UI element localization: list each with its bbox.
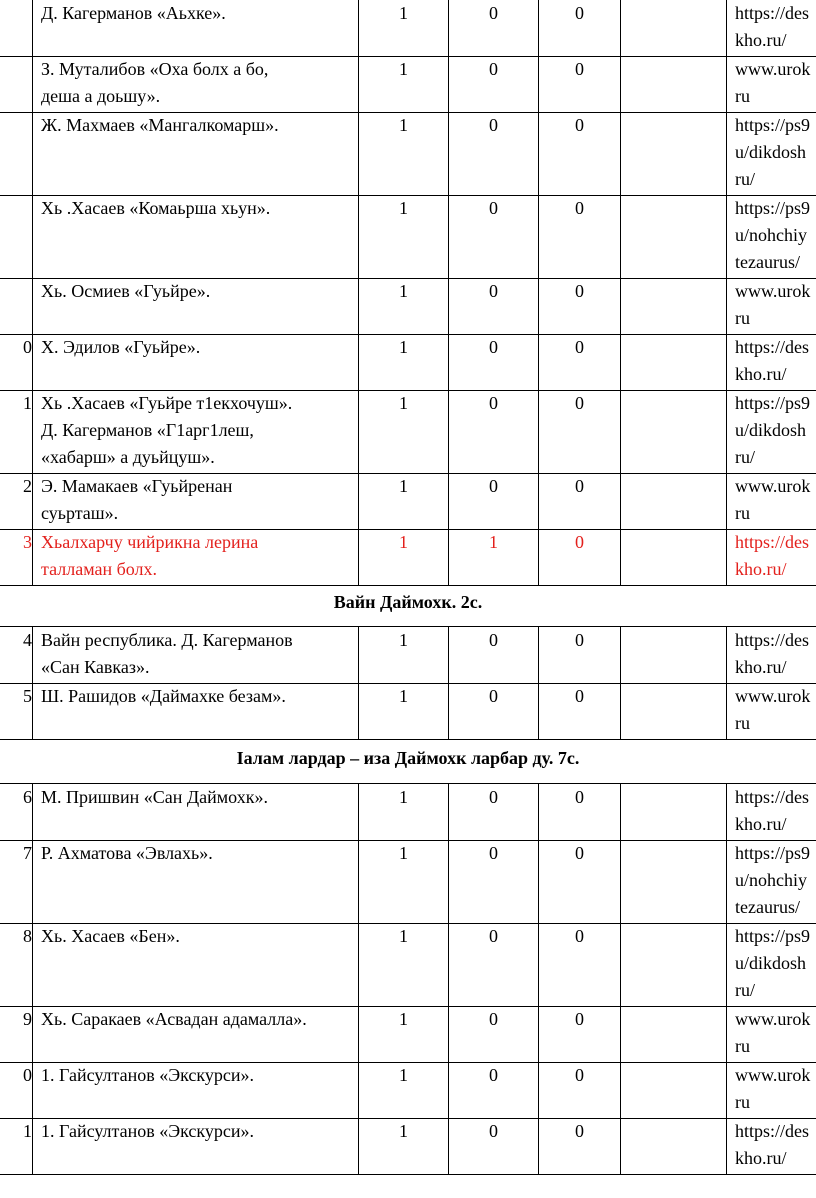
row-number-text: 1 — [23, 1121, 32, 1141]
lesson-title-line: 1. Гайсултанов «Экскурси». — [41, 1065, 255, 1085]
lesson-title-line: Вайн республика. Д. Кагерманов — [41, 630, 293, 650]
hours-total: 1 — [358, 627, 448, 683]
lesson-title-line: Хь .Хасаев «Комаьрша хьун». — [41, 198, 271, 218]
resource-link-line: https://ps9 — [735, 115, 811, 135]
lesson-date — [620, 683, 726, 739]
hours-total: 1 — [358, 840, 448, 923]
resource-link-line: ru — [735, 713, 750, 733]
resource-link[interactable] — [726, 0, 816, 56]
resource-link[interactable] — [726, 923, 816, 1006]
lesson-date — [620, 473, 726, 529]
hours-control: 0 — [448, 1006, 538, 1062]
hours-practice: 0 — [538, 390, 620, 473]
resource-link-line: ru/ — [735, 447, 755, 467]
lesson-title-line: З. Муталибов «Оха болх а бо, — [41, 59, 269, 79]
lesson-title — [32, 683, 358, 739]
resource-link[interactable] — [726, 784, 816, 840]
table-row — [0, 112, 816, 196]
lesson-date — [620, 0, 726, 56]
resource-link[interactable] — [726, 627, 816, 683]
lesson-title-line: «хабарш» а дуьйцуш». — [41, 447, 215, 467]
resource-link-line: ru/ — [735, 169, 755, 189]
hours-practice: 0 — [538, 0, 620, 56]
lesson-title-line: Ш. Рашидов «Даймахке безам». — [41, 686, 286, 706]
row-number — [0, 0, 32, 56]
resource-link-line: https://des — [735, 630, 810, 650]
resource-link-line: kho.ru/ — [735, 364, 787, 384]
hours-practice: 0 — [538, 1006, 620, 1062]
hours-control: 0 — [448, 1118, 538, 1174]
resource-link-line: https://des — [735, 3, 810, 23]
resource-link-line: www.urok — [735, 1065, 811, 1085]
row-number-text: 4 — [23, 630, 32, 650]
lesson-date — [620, 1062, 726, 1118]
resource-link-line: https://des — [735, 532, 810, 552]
lesson-title-line: «Сан Кавказ». — [41, 657, 150, 677]
lesson-date — [620, 112, 726, 195]
lesson-title-line: Д. Кагерманов «Г1арг1леш, — [41, 420, 254, 440]
row-number — [0, 683, 32, 739]
hours-practice: 0 — [538, 278, 620, 334]
lesson-title — [32, 0, 358, 56]
resource-link-line: kho.ru/ — [735, 657, 787, 677]
hours-practice: 0 — [538, 683, 620, 739]
table-row — [0, 334, 816, 391]
hours-total: 1 — [358, 1062, 448, 1118]
hours-control: 0 — [448, 473, 538, 529]
lesson-title-line: Хь .Хасаев «Гуьйре т1екхочуш». — [41, 393, 293, 413]
lesson-title-line: Хь. Осмиев «Гуьйре». — [41, 281, 211, 301]
row-number-text: 8 — [23, 926, 32, 946]
lesson-title-line: талламан болх. — [41, 559, 157, 579]
hours-practice: 0 — [538, 56, 620, 112]
resource-link-line: https://ps9 — [735, 198, 811, 218]
resource-link[interactable] — [726, 840, 816, 923]
resource-link-line: ru — [735, 308, 750, 328]
hours-total: 1 — [358, 683, 448, 739]
row-number — [0, 627, 32, 683]
resource-link-line: u/dikdosh — [735, 142, 807, 162]
lesson-date — [620, 1118, 726, 1174]
hours-total: 1 — [358, 473, 448, 529]
lesson-title-line: Ж. Махмаев «Мангалкомарш». — [41, 115, 279, 135]
lesson-title-line: Хь. Саракаев «Асвадан адамалла». — [41, 1009, 307, 1029]
hours-control: 0 — [448, 683, 538, 739]
hours-total: 1 — [358, 923, 448, 1006]
row-number — [0, 1062, 32, 1118]
lesson-title — [32, 473, 358, 529]
resource-link-line: ru — [735, 503, 750, 523]
hours-control: 0 — [448, 278, 538, 334]
hours-practice: 0 — [538, 923, 620, 1006]
hours-practice: 0 — [538, 195, 620, 278]
section-heading: Iалам лардар – иза Даймохк ларбар ду. 7с. — [0, 739, 816, 784]
section-heading: Вайн Даймохк. 2с. — [0, 585, 816, 627]
lesson-title — [32, 195, 358, 278]
hours-total: 1 — [358, 529, 448, 585]
resource-link[interactable] — [726, 390, 816, 473]
lesson-title-line: Хьалхарчу чийрикна лерина — [41, 532, 259, 552]
hours-total: 1 — [358, 0, 448, 56]
lesson-title — [32, 1118, 358, 1174]
resource-link[interactable] — [726, 112, 816, 195]
lesson-title — [32, 334, 358, 390]
row-number — [0, 473, 32, 529]
row-number — [0, 1006, 32, 1062]
row-number — [0, 784, 32, 840]
resource-link-line: www.urok — [735, 281, 811, 301]
lesson-date — [620, 334, 726, 390]
resource-link-line: www.urok — [735, 476, 811, 496]
resource-link-line: ru — [735, 1092, 750, 1112]
lesson-title — [32, 923, 358, 1006]
lesson-title-line: деша а доьшу». — [41, 86, 161, 106]
lesson-title — [32, 56, 358, 112]
resource-link-line: https://des — [735, 787, 810, 807]
lesson-date — [620, 529, 726, 585]
lesson-title — [32, 390, 358, 473]
hours-control: 0 — [448, 784, 538, 840]
hours-total: 1 — [358, 334, 448, 390]
lesson-title-line: Хь. Хасаев «Бен». — [41, 926, 180, 946]
lesson-title-line: Р. Ахматова «Эвлахь». — [41, 843, 213, 863]
resource-link[interactable] — [726, 683, 816, 739]
row-number — [0, 1118, 32, 1174]
resource-link[interactable] — [726, 278, 816, 334]
hours-total: 1 — [358, 195, 448, 278]
row-number — [0, 56, 32, 112]
resource-link-line: https://des — [735, 337, 810, 357]
table-row — [0, 784, 816, 841]
hours-control: 0 — [448, 1062, 538, 1118]
row-number — [0, 529, 32, 585]
hours-practice: 0 — [538, 627, 620, 683]
lesson-date — [620, 56, 726, 112]
resource-link-line: www.urok — [735, 686, 811, 706]
table-row — [0, 923, 816, 1007]
hours-total: 1 — [358, 784, 448, 840]
row-number-text: 5 — [23, 686, 32, 706]
lesson-title — [32, 784, 358, 840]
lesson-date — [620, 195, 726, 278]
hours-practice: 0 — [538, 473, 620, 529]
table-row — [0, 627, 816, 684]
resource-link-line: www.urok — [735, 59, 811, 79]
table-row — [0, 0, 816, 57]
hours-control: 0 — [448, 627, 538, 683]
row-number — [0, 278, 32, 334]
resource-link[interactable] — [726, 334, 816, 390]
lesson-date — [620, 278, 726, 334]
resource-link-line: u/dikdosh — [735, 953, 807, 973]
resource-link[interactable] — [726, 1062, 816, 1118]
lesson-title — [32, 278, 358, 334]
row-number-text: 9 — [23, 1009, 32, 1029]
resource-link[interactable] — [726, 529, 816, 585]
hours-practice: 0 — [538, 112, 620, 195]
row-number-text: 7 — [23, 843, 32, 863]
lesson-title — [32, 1062, 358, 1118]
row-number — [0, 195, 32, 278]
hours-practice: 0 — [538, 1062, 620, 1118]
hours-control: 0 — [448, 334, 538, 390]
resource-link[interactable] — [726, 473, 816, 529]
table-row — [0, 195, 816, 279]
lesson-date — [620, 1006, 726, 1062]
lesson-title-line: Д. Кагерманов «Аьхке». — [41, 3, 226, 23]
hours-practice: 0 — [538, 840, 620, 923]
resource-link-line: tezaurus/ — [735, 897, 800, 917]
row-number-text: 2 — [23, 476, 32, 496]
row-number-text: 0 — [23, 1065, 32, 1085]
resource-link-line: https://ps9 — [735, 926, 811, 946]
resource-link[interactable] — [726, 1118, 816, 1174]
resource-link[interactable] — [726, 195, 816, 278]
table-row — [0, 840, 816, 924]
resource-link[interactable] — [726, 56, 816, 112]
table-row — [0, 529, 816, 586]
hours-practice: 0 — [538, 784, 620, 840]
row-number — [0, 112, 32, 195]
lesson-title-line: суьрташ». — [41, 503, 119, 523]
resource-link-line: ru — [735, 86, 750, 106]
hours-total: 1 — [358, 390, 448, 473]
lesson-date — [620, 784, 726, 840]
lesson-date — [620, 923, 726, 1006]
resource-link-line: www.urok — [735, 1009, 811, 1029]
lesson-title — [32, 627, 358, 683]
hours-control: 0 — [448, 0, 538, 56]
row-number-text: 3 — [23, 532, 32, 552]
lesson-title — [32, 112, 358, 195]
hours-control: 0 — [448, 112, 538, 195]
resource-link-line: u/nohchiy — [735, 870, 807, 890]
hours-control: 0 — [448, 195, 538, 278]
resource-link-line: kho.ru/ — [735, 814, 787, 834]
row-number — [0, 334, 32, 390]
resource-link-line: https://ps9 — [735, 393, 811, 413]
resource-link-line: ru/ — [735, 980, 755, 1000]
row-number-text: 6 — [23, 787, 32, 807]
hours-practice: 0 — [538, 1118, 620, 1174]
hours-practice: 0 — [538, 529, 620, 585]
table-row — [0, 473, 816, 530]
lesson-title — [32, 840, 358, 923]
hours-total: 1 — [358, 278, 448, 334]
table-row — [0, 278, 816, 335]
resource-link-line: ru — [735, 1036, 750, 1056]
table-row — [0, 1062, 816, 1119]
lesson-date — [620, 390, 726, 473]
hours-practice: 0 — [538, 334, 620, 390]
lesson-title-line: М. Пришвин «Сан Даймохк». — [41, 787, 268, 807]
hours-total: 1 — [358, 1006, 448, 1062]
hours-total: 1 — [358, 112, 448, 195]
table-row — [0, 1118, 816, 1175]
table-row — [0, 56, 816, 113]
row-number-text: 0 — [23, 337, 32, 357]
resource-link-line: https://ps9 — [735, 843, 811, 863]
hours-total: 1 — [358, 1118, 448, 1174]
hours-control: 0 — [448, 390, 538, 473]
row-number — [0, 923, 32, 1006]
resource-link-line: tezaurus/ — [735, 252, 800, 272]
lesson-title-line: Х. Эдилов «Гуьйре». — [41, 337, 201, 357]
lesson-date — [620, 840, 726, 923]
resource-link-line: kho.ru/ — [735, 30, 787, 50]
resource-link-line: kho.ru/ — [735, 559, 787, 579]
resource-link-line: u/dikdosh — [735, 420, 807, 440]
lesson-title — [32, 529, 358, 585]
resource-link[interactable] — [726, 1006, 816, 1062]
lesson-title — [32, 1006, 358, 1062]
hours-control: 0 — [448, 923, 538, 1006]
hours-control: 1 — [448, 529, 538, 585]
lesson-title-line: 1. Гайсултанов «Экскурси». — [41, 1121, 255, 1141]
resource-link-line: https://des — [735, 1121, 810, 1141]
lesson-date — [620, 627, 726, 683]
row-number — [0, 390, 32, 473]
row-number-text: 1 — [23, 393, 32, 413]
table-row — [0, 390, 816, 474]
lesson-title-line: Э. Мамакаев «Гуьйренан — [41, 476, 233, 496]
table-row — [0, 683, 816, 740]
row-number — [0, 840, 32, 923]
resource-link-line: kho.ru/ — [735, 1148, 787, 1168]
hours-total: 1 — [358, 56, 448, 112]
table-row — [0, 1006, 816, 1063]
hours-control: 0 — [448, 56, 538, 112]
hours-control: 0 — [448, 840, 538, 923]
resource-link-line: u/nohchiy — [735, 225, 807, 245]
